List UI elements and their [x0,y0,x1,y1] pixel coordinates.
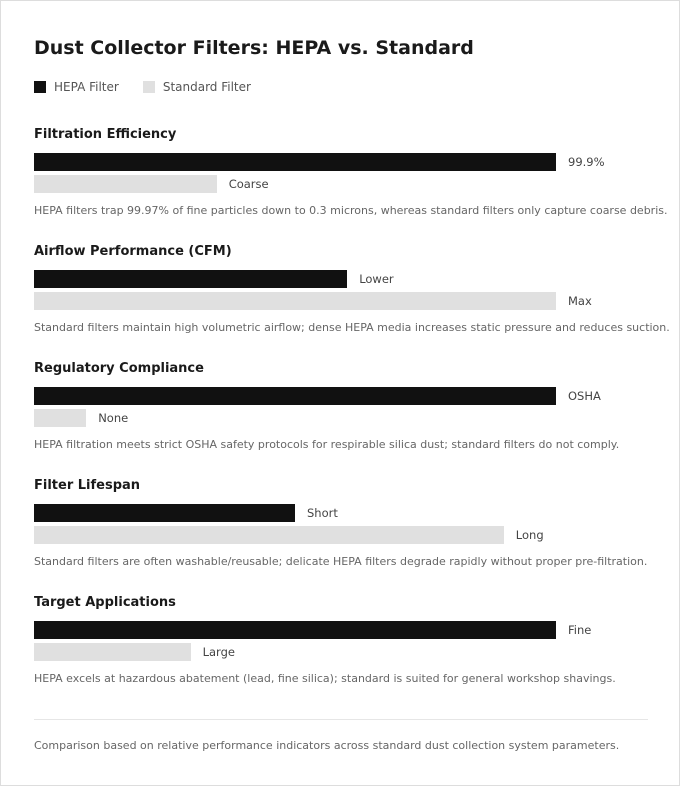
chart-title: Dust Collector Filters: HEPA vs. Standard [34,37,474,59]
section-title: Regulatory Compliance [34,361,204,376]
standard-bar-row [34,409,648,427]
hepa-bar [34,504,295,522]
hepa-bar-label: 99.9% [568,155,605,169]
section-description: HEPA filters trap 99.97% of fine particles down to 0.3 microns, whereas standard filters only capture coarse debris. [34,204,668,217]
standard-bar [34,526,504,544]
standard-bar-label: Coarse [228,177,269,191]
hepa-bar-row [34,387,648,405]
divider [34,719,648,720]
standard-bar-label: Large [202,645,235,659]
legend-item-hepa [34,80,119,94]
hepa-bar [34,153,556,171]
standard-bar [34,175,217,193]
standard-bar-label: None [98,411,129,425]
section-description: Standard filters maintain high volumetric airflow; dense HEPA media increases static pressure and reduces suction. [34,321,670,334]
standard-bar-label: Long [515,528,544,542]
section-1 [34,244,670,344]
legend-item-standard [143,80,251,94]
hepa-bar-row [34,621,648,639]
standard-bar [34,292,556,310]
section-0 [34,127,668,227]
footnote: Comparison based on relative performance indicators across standard dust collection system parameters. [34,739,620,752]
standard-bar [34,643,191,661]
legend-label-hepa: HEPA Filter [54,80,119,94]
standard-bar-row [34,526,648,544]
section-description: HEPA filtration meets strict OSHA safety protocols for respirable silica dust; standard filters do not comply. [34,438,620,451]
hepa-bar-label: OSHA [568,389,601,403]
legend-label-standard: Standard Filter [162,80,251,94]
hepa-bar-label: Lower [359,272,394,286]
section-title: Target Applications [34,595,176,610]
standard-bar [34,409,86,427]
section-4 [34,595,648,695]
section-title: Airflow Performance (CFM) [34,244,232,259]
hepa-bar [34,270,347,288]
legend-swatch-hepa [34,81,46,93]
hepa-bar-label: Short [307,506,338,520]
standard-bar-row [34,643,648,661]
hepa-bar-row [34,504,648,522]
legend [34,79,275,95]
section-3 [34,478,648,578]
hepa-bar-label: Fine [568,623,592,637]
section-title: Filtration Efficiency [34,127,177,142]
section-description: HEPA excels at hazardous abatement (lead, fine silica); standard is suited for general workshop shavings. [34,672,616,685]
hepa-bar [34,621,556,639]
standard-bar-row [34,292,648,310]
section-title: Filter Lifespan [34,478,141,493]
hepa-bar [34,387,556,405]
legend-swatch-standard [143,81,155,93]
standard-bar-row [34,175,648,193]
standard-bar-label: Max [568,294,592,308]
hepa-bar-row [34,153,648,171]
section-description: Standard filters are often washable/reusable; delicate HEPA filters degrade rapidly without proper pre-filtration. [34,555,648,568]
section-2 [34,361,648,461]
hepa-bar-row [34,270,648,288]
